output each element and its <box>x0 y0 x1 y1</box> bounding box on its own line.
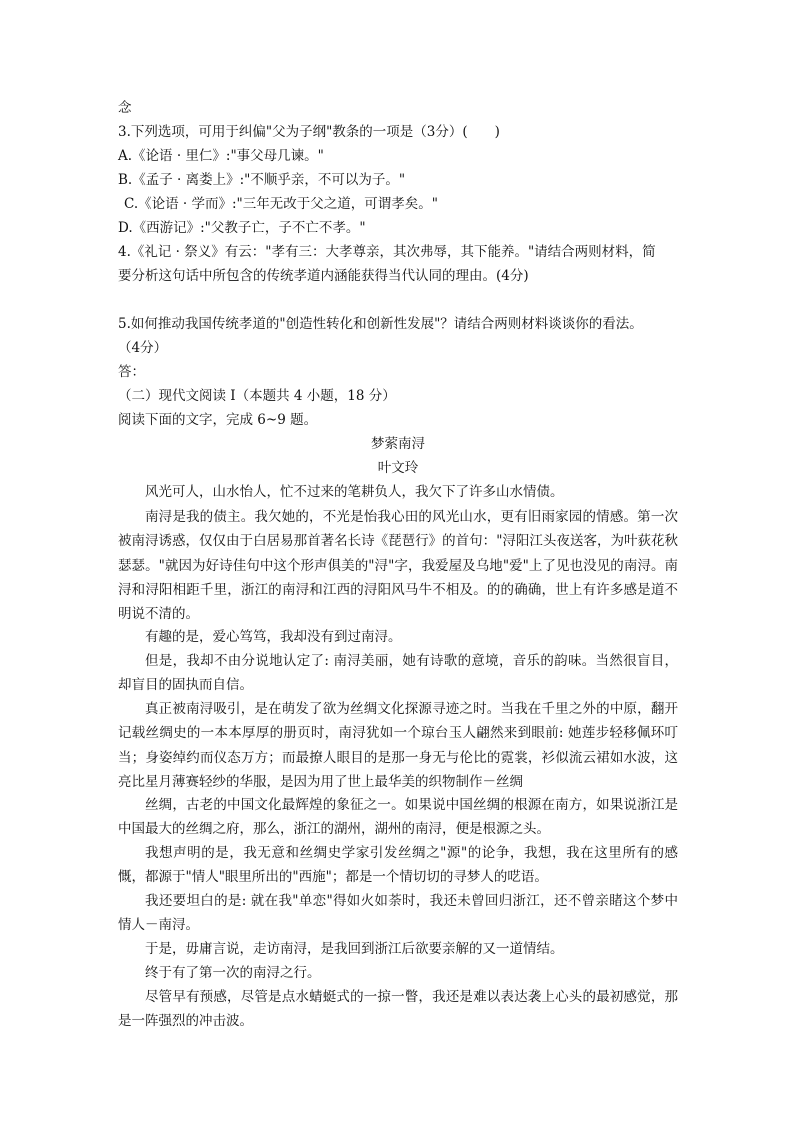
paragraph: 但是，我却不由分说地认定了: 南浔美丽，她有诗歌的意境，音乐的韵味。当然很盲目，却盲目的固执而自信。 <box>118 653 678 694</box>
paragraph: 我想声明的是，我无意和丝绸史学家引发丝绸之"源"的论争，我想，我在这里所有的感慨，都源于"情人"眼里所出的"西施"；都是一个情切切的寻梦人的呓语。 <box>118 845 678 886</box>
option-b: B.《孟子 · 离娄上》:"不顺乎亲，不可以为子。" <box>118 172 406 188</box>
answer-label: 答： <box>118 364 145 380</box>
paragraph: 丝绸，古老的中国文化最辉煌的象征之一。如果说中国丝绸的根源在南方，如果说浙江是中国最大的丝绸之府，那么，浙江的湖州，湖州的南浔，便是根源之头。 <box>118 797 678 838</box>
paragraph: 真正被南浔吸引，是在萌发了欲为丝绸文化探源寻迹之时。当我在千里之外的中原，翻开记载丝绸史的一本本厚厚的册页时，南浔犹如一个琼台玉人翩然来到眼前: 她莲步轻移佩环叮当；身姿绰约而仪态万方；而最撩人眼目的是那一身无与伦比的霓裳，衫似流云裙如水波，这亮比星月薄赛轻纱的华服，是因为用了世上最华美的织物制作－丝绸 <box>118 701 678 790</box>
option-a: A.《论语 · 里仁》:"事父母几谏。" <box>118 148 324 164</box>
paragraph: 有趣的是，爱心笃笃，我却没有到过南浔。 <box>145 629 402 645</box>
option-d: D.《西游记》:"父教子亡，子不亡不孝。" <box>118 220 366 236</box>
article-title: 梦萦南浔 <box>371 436 425 452</box>
line-fragment: 念 <box>118 100 132 116</box>
instruction: 阅读下面的文字，完成 6~9 题。 <box>118 412 318 428</box>
question-4-line2: 要分析这句话中所包含的传统孝道内涵能获得当代认同的理由。(4分) <box>118 268 529 284</box>
paragraph: 终于有了第一次的南浔之行。 <box>145 965 321 981</box>
question-5-line1: 5.如何推动我国传统孝道的"创造性转化和创新性发展"？请结合两则材料谈谈你的看法。 <box>118 316 643 332</box>
question-4-line1: 4.《礼记 · 祭义》有云："孝有三：大孝尊亲，其次弗辱，其下能养。"请结合两则材料，简 <box>118 244 656 260</box>
article-author: 叶文玲 <box>377 460 419 476</box>
section-heading: （二）现代文阅读 I（本题共 4 小题，18 分） <box>118 388 396 404</box>
paragraph: 我还要坦白的是: 就在我"单恋"得如火如荼时，我还未曾回归浙江，还不曾亲睹这个梦中情人－南浔。 <box>118 893 678 934</box>
question-5-line2: （4分） <box>118 340 168 356</box>
question-3: 3.下列选项，可用于纠偏"父为子纲"教条的一项是（3分）( ) <box>118 124 500 140</box>
paragraph: 尽管早有预感，尽管是点水蜻蜓式的一掠一瞥，我还是难以表达袭上心头的最初感觉，那是一阵强烈的冲击波。 <box>118 989 678 1030</box>
paragraph: 南浔是我的债主。我欠她的，不光是怡我心田的风光山水，更有旧雨家园的情感。第一次被南浔诱惑，仅仅由于白居易那首著名长诗《琵琶行》的首句："浔阳江头夜送客，为叶荻花秋瑟瑟。"就因为好诗佳句中这个形声俱美的"浔"字，我爱屋及乌地"爱"上了见也没见的南浔。南浔和浔阳相距千里，浙江的南浔和江西的浔阳风马牛不相及。的的确确，世上有许多感是道不明说不清的。 <box>118 509 678 623</box>
option-c: C.《论语 · 学而》:"三年无改于父之道，可谓孝矣。" <box>124 196 438 212</box>
paragraph: 于是，毋庸言说，走访南浔，是我回到浙江后欲要亲解的又一道情结。 <box>145 941 564 957</box>
paragraph: 风光可人，山水怡人，忙不过来的笔耕负人，我欠下了许多山水情债。 <box>145 484 564 500</box>
